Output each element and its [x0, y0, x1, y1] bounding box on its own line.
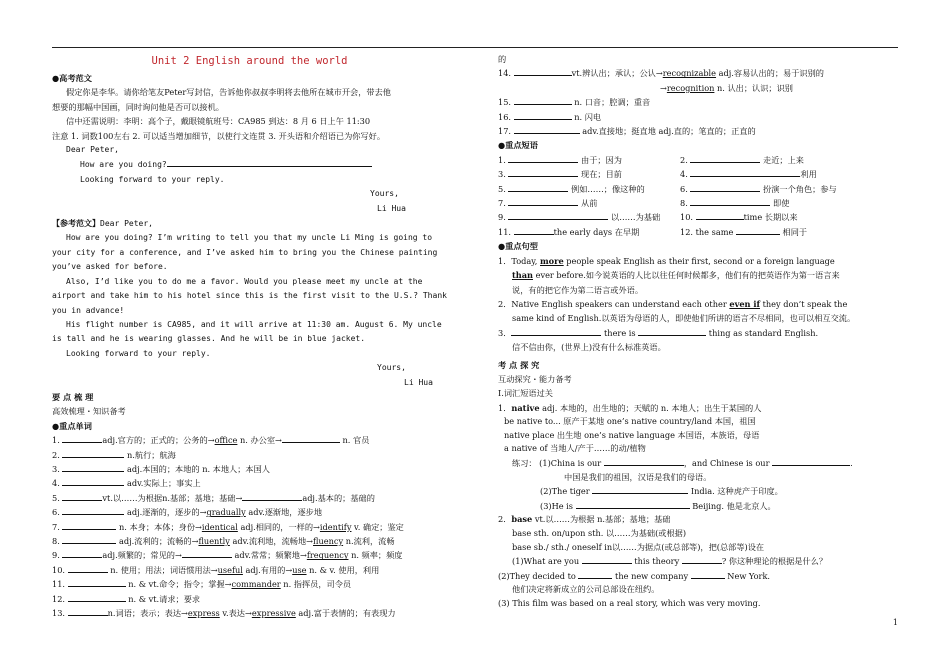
fill-in-blank[interactable]: [62, 476, 124, 486]
sample-sign-1: Yours,: [377, 363, 406, 373]
fill-in-blank[interactable]: [772, 456, 850, 466]
fill-in-blank[interactable]: [682, 554, 722, 564]
letter-body-1: How are you doing?: [52, 157, 457, 172]
sentence-2a: 2．Native English speakers can understand each other even if they don’t speak the: [498, 298, 848, 309]
fill-in-blank[interactable]: [62, 462, 124, 472]
sample-line: your city for a conference, and I’ve asked him to bring you the Chinese painting: [52, 247, 438, 257]
explore-subheading: 互动探究・能力备考: [498, 373, 572, 384]
fill-in-blank[interactable]: [62, 534, 116, 544]
sample-line: airport and take him to his hotel since this is the first visit to the U.S.? Thank: [52, 291, 447, 301]
vocab-item-15: 15. n. 口音；腔调；重音: [498, 97, 651, 108]
letter-sign-2: Li Hua: [377, 203, 406, 213]
fill-in-blank[interactable]: [514, 124, 580, 134]
vocab-item-3: 3. adj.本国的；本地的 n. 本地人；本国人: [52, 463, 270, 474]
fill-in-blank[interactable]: [242, 491, 302, 501]
letter-sign-1: Yours,: [370, 189, 399, 199]
fill-in-blank[interactable]: [691, 569, 725, 579]
letter-greeting: Dear Peter,: [66, 145, 119, 155]
unit-title: Unit 2 English around the world: [151, 55, 348, 67]
writing-blank[interactable]: [167, 157, 372, 167]
fill-in-blank[interactable]: [62, 520, 116, 530]
phrase-row: 1. 由于；因为 2. 走近；上来: [498, 154, 804, 165]
sample-line: you in advance!: [52, 305, 125, 315]
sample-line: Also, I’d like you to do me a favor. Would you please meet my uncle at the: [66, 276, 423, 286]
native-usage-2: native place 出生地 one’s native language 本国语，本族语，母语: [504, 429, 760, 440]
sample-line: Looking forward to your reply.: [66, 348, 211, 358]
native-exercise-1-cn: 中国是我们的祖国，汉语是我们的母语。: [564, 471, 712, 482]
fill-in-blank[interactable]: [592, 484, 688, 494]
fill-in-blank[interactable]: [576, 499, 690, 509]
phrase-row: 9. 以……为基础 10. time 长期以来: [498, 212, 798, 223]
fill-in-blank[interactable]: [696, 210, 744, 220]
vocab-heading: ●重点单词: [52, 420, 92, 431]
vocab-item-4: 4. adv.实际上；事实上: [52, 478, 201, 489]
base-usage-1: base sth. on/upon sth. 以……为基础(或根据): [512, 527, 687, 538]
vocab-item-11: 11. n. & vt.命令；指令；掌握→commander n. 指挥员，司令员: [52, 579, 352, 590]
section-heading: 要 点 梳 理: [52, 391, 94, 402]
vocab-item-17: 17. adv.直接地；挺直地 adj.直的；笔直的；正直的: [498, 126, 756, 137]
base-exercise-2-cn: 他们决定将新成立的公司总部设在纽约。: [512, 584, 660, 595]
fill-in-blank[interactable]: [68, 592, 126, 602]
fill-in-blank[interactable]: [736, 225, 780, 235]
vocab-item-7: 7. n. 本身；本体；身份→identical adj.相同的，一样的→identify v. 确定；鉴定: [52, 521, 404, 532]
phrase-row: 3. 现在；目前 4. 利用: [498, 169, 817, 180]
fill-in-blank[interactable]: [62, 505, 124, 515]
native-exercise-3: (3)He is Beijing. 他是北京人。: [540, 500, 776, 511]
vocab-item-13: 13. n.词语；表示；表达→express v.表达→expressive adj.富于表情的；有表现力: [52, 608, 396, 619]
fill-in-blank[interactable]: [514, 66, 572, 76]
vocab-item-14b: →recognition n. 认出；认识；识别: [660, 82, 793, 93]
vocab-item-2: 2. n.航行；航海: [52, 449, 176, 460]
fill-in-blank[interactable]: [638, 326, 706, 336]
word-base: 2．base vt.以……为根据 n.基部；基地；基础: [498, 514, 671, 525]
prompt-line-4: 注意 1. 词数100左右 2. 可以适当增加细节，以使行文连贯 3. 开头语和介绍语已为你写好。: [52, 130, 386, 141]
phrase-row: 11. the early days 在早期 12. the same 相同于: [498, 226, 808, 237]
sentence-3a: 3． there is thing as standard English.: [498, 327, 819, 338]
fill-in-blank[interactable]: [282, 433, 340, 443]
base-exercise-2: (2)They decided to the new company New York.: [498, 570, 771, 581]
header-rule: [52, 47, 898, 48]
sample-line: How are you doing? I’m writing to tell you that my uncle Li Ming is going to: [66, 233, 433, 243]
sample-start: 【参考范文】Dear Peter,: [52, 218, 153, 229]
fill-in-blank[interactable]: [690, 182, 760, 192]
base-usage-2: base sb./ sth./ oneself in以……为据点(或总部等)，把(总部等)设在: [512, 541, 765, 552]
fill-in-blank[interactable]: [68, 577, 126, 587]
vocab-13-continued: 的: [498, 54, 507, 64]
fill-in-blank[interactable]: [690, 167, 800, 177]
native-usage-1: be native to... 原产于某地 one’s native country/land 本国，祖国: [504, 416, 756, 427]
vocab-item-8: 8. adj.流利的；流畅的→fluently adv.流利地，流畅地→fluency n.流利，流畅: [52, 536, 395, 546]
model-essay-heading: ●高考范文: [52, 73, 92, 83]
vocab-item-10: 10. n. 使用；用法；词语惯用法→useful adj.有用的→use n. & v. 使用，利用: [52, 564, 380, 575]
fill-in-blank[interactable]: [62, 448, 124, 458]
sample-line: His flight number is CA985, and it will arrive at 11:30 am. August 6. My uncle: [66, 319, 442, 329]
fill-in-blank[interactable]: [508, 153, 578, 163]
native-usage-3: a native of 当地人/产于……的动/植物: [504, 443, 646, 454]
left-column: [52, 52, 457, 620]
sentence-1a: 1．Today, more people speak English as their first, second or a foreign language: [498, 255, 835, 266]
fill-in-blank[interactable]: [578, 569, 612, 579]
native-exercise-1: 练习： (1)China is our ，and Chinese is our .: [512, 457, 853, 468]
phrase-row: 5. 例如……；像这种的 6. 扮演一个角色；参与: [498, 183, 837, 194]
fill-in-blank[interactable]: [604, 456, 684, 466]
native-exercise-2: (2)The tiger India. 这种虎产于印度。: [540, 486, 783, 497]
section-subheading: 高效梳理・知识备考: [52, 406, 126, 417]
fill-in-blank[interactable]: [514, 225, 554, 235]
fill-in-blank[interactable]: [508, 210, 608, 220]
vocab-item-12: 12. n. & vt.请求；要求: [52, 593, 201, 604]
fill-in-blank[interactable]: [690, 153, 760, 163]
word-native: 1．native adj. 本地的，出生地的；天赋的 n. 本地人；出生于某国的人: [498, 402, 762, 413]
fill-in-blank[interactable]: [508, 182, 568, 192]
prompt-line-3: 信中还需说明：李明：高个子，戴眼镜航班号：CA985 到达：8 月 6 日上午 11:30: [66, 116, 371, 127]
vocab-item-5: 5. vt.以……为根据n.基部；基地；基础→ adj.基本的；基础的: [52, 492, 375, 503]
prompt-line-1: 假定你是李华。请你给笔友Peter写封信，告诉他你叔叔李明将去他所在城市开会，带去他: [66, 87, 391, 98]
vocab-item-1: 1. adj.官方的；正式的；公务的→office n. 办公室→ n. 官员: [52, 435, 370, 446]
fill-in-blank[interactable]: [508, 196, 578, 206]
sample-line: you’ve asked for before.: [52, 262, 168, 272]
fill-in-blank[interactable]: [62, 433, 102, 443]
explore-heading: 考 点 探 究: [498, 359, 540, 370]
sentence-1b: than ever before.如今说英语的人比以往任何时候都多，他们有的把英语作为第一语言来: [512, 270, 840, 281]
vocab-item-16: 16. n. 闪电: [498, 111, 602, 122]
vocab-item-6: 6. adj.逐渐的，逐步的→gradually adv.逐渐地，逐步地: [52, 507, 323, 518]
base-exercise-3: (3) This film was based on a real story, which was very moving.: [498, 597, 761, 608]
fill-in-blank[interactable]: [182, 548, 232, 558]
fill-in-blank[interactable]: [511, 326, 601, 336]
sample-line: is tall and he is wearing glasses. And he will be in blue jacket.: [52, 334, 366, 344]
fill-in-blank[interactable]: [62, 548, 102, 558]
fill-in-blank[interactable]: [62, 491, 102, 501]
phrase-row: 7. 从前 8. 即使: [498, 198, 790, 209]
phrase-heading: ●重点短语: [498, 140, 538, 151]
sentence-2b: same kind of English.以英语为母语的人，即使他们所讲的语言不尽相同，也可以相互交流。: [512, 313, 856, 324]
fill-in-blank[interactable]: [514, 110, 572, 120]
right-column: [498, 52, 900, 610]
vocab-item-9: 9. adj.频繁的；常见的→ adv.常常；频繁地→frequency n. 频率；频度: [52, 550, 403, 561]
prompt-line-2: 想要的那幅中国画，同时询问他是否可以接机。: [52, 101, 224, 112]
letter-body-2: Looking forward to your reply.: [80, 174, 225, 184]
part-1-heading: Ⅰ.词汇短语过关: [498, 388, 553, 399]
fill-in-blank[interactable]: [690, 196, 770, 206]
fill-in-blank[interactable]: [68, 563, 108, 573]
fill-in-blank[interactable]: [582, 554, 632, 564]
fill-in-blank[interactable]: [508, 167, 578, 177]
sample-sign-2: Li Hua: [404, 377, 433, 387]
vocab-item-14: 14. vt.辨认出；承认；公认→recognizable adj.容易认出的；易于识别的: [498, 68, 824, 79]
fill-in-blank[interactable]: [514, 95, 572, 105]
fill-in-blank[interactable]: [68, 606, 108, 616]
sentence-3b: 信不信由你，(世界上)没有什么标准英语。: [512, 342, 666, 353]
base-exercise-1: (1)What are you this theory ? 你这种理论的根据是什么？: [512, 556, 828, 567]
sentence-1c: 说，有的把它作为第二语言或外语。: [512, 284, 644, 295]
pattern-heading: ●重点句型: [498, 241, 538, 252]
page-number: 1: [892, 618, 898, 627]
